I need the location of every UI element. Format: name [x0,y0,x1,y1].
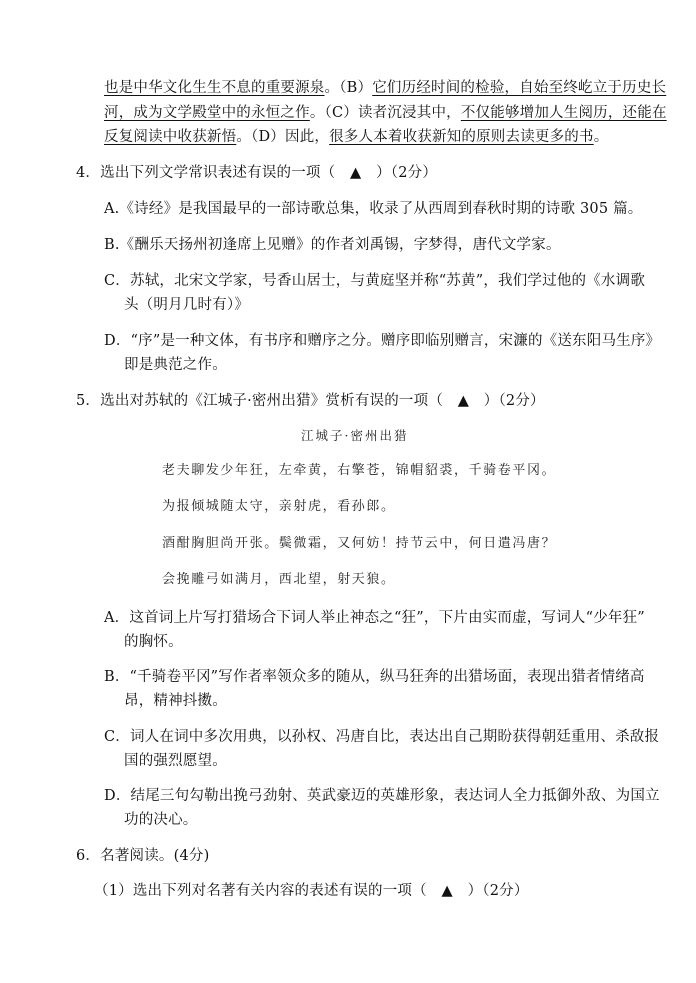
question-4-option-d-line1: D．“序”是一种文体，有书序和赠序之分。赠序即临别赠言，宋濂的《送东阳马生序》 [104,333,661,349]
option-marker: 。（B） [324,80,373,96]
poem-line: 为报倾城随太守，亲射虎，看孙郎。 [162,499,396,514]
intro-line-2 [104,103,667,123]
question-4-option-d-line2: 即是典范之作。 [124,357,227,373]
question-5-option-b-line1: B．“千骑卷平冈”写作者率领众多的随从，纵马狂奔的出猎场面，表现出猎者情绪高 [104,669,645,685]
question-5-option-d-line1: D．结尾三句勾勒出挽弓劲射、英武豪迈的英雄形象，表达词人全力抵御外敌、为国立 [104,788,660,804]
intro-line-3: 反复阅读中收获新悟。（D）因此，很多人本着收获新知的原则去读更多的书。 [104,129,609,145]
poem-line: 会挽雕弓如满月，西北望，射天狼。 [162,572,396,587]
poem-line: 老夫聊发少年狂，左牵黄，右擎苍，锦帽貂裘，千骑卷平冈。 [162,463,557,478]
question-5-option-c-line2: 国的强烈愿望。 [124,753,227,769]
underlined-segment: 河，成为文学殿堂中的永恒之作 [104,105,310,121]
question-5-option-b-line2: 昂，精神抖擞。 [124,693,227,709]
underlined-segment: 反复阅读中收获新悟 [104,129,237,145]
underlined-segment: 也是中华文化生生不息的重要源泉 [104,80,325,96]
poem-line: 酒酣胸胆尚开张。鬓微霜，又何妨！持节云中，何日遣冯唐？ [162,536,557,551]
underlined-segment: 它们历经时间的检验，自始至终屹立于历史长 [372,80,667,96]
question-6-sub-1: （1）选出下列对名著有关内容的表述有误的一项（ ▲ ）（2分） [94,883,529,899]
question-4-option-c-line1: C．苏轼，北宋文学家，号香山居士，与黄庭坚并称“苏黄”，我们学过他的《水调歌 [104,273,646,289]
question-6-stem: 6．名著阅读。(4分) [76,848,210,864]
question-4-stem: 4．选出下列文学常识表述有误的一项（ ▲ ）（2分） [76,165,438,181]
question-5-option-a-line2: 的胸怀。 [124,634,183,650]
option-marker: 。（D）因此， [236,129,330,145]
question-4-option-c-line2: 头（明月几时有）》 [124,297,250,313]
question-5-option-c-line1: C．词人在词中多次用典，以孙权、冯唐自比，表达出自己期盼获得朝廷重用、杀敌报 [104,729,660,745]
intro-line-1 [104,78,666,98]
underlined-segment: 很多人本着收获新知的原则去读更多的书 [329,129,594,145]
option-marker: 。（C）读者沉浸其中， [309,105,461,121]
question-4-option-a: A.《诗经》是我国最早的一部诗歌总集，收录了从西周到春秋时期的诗歌 305 篇。 [104,201,643,217]
underlined-segment: 不仅能够增加人生阅历，还能在 [460,105,667,121]
question-5-option-a-line1: A．这首词上片写打猎场合下词人举止神态之“狂”，下片由实而虚，写词人“少年狂” [104,610,645,626]
question-4-option-b: B.《酬乐天扬州初逢席上见赠》的作者刘禹锡，字梦得，唐代文学家。 [104,237,561,253]
question-5-option-d-line2: 功的决心。 [124,812,198,828]
poem-title: 江城子·密州出猎 [301,428,409,443]
question-5-stem: 5．选出对苏轼的《江城子·密州出猎》赏析有误的一项（ ▲ ）（2分） [76,393,545,409]
